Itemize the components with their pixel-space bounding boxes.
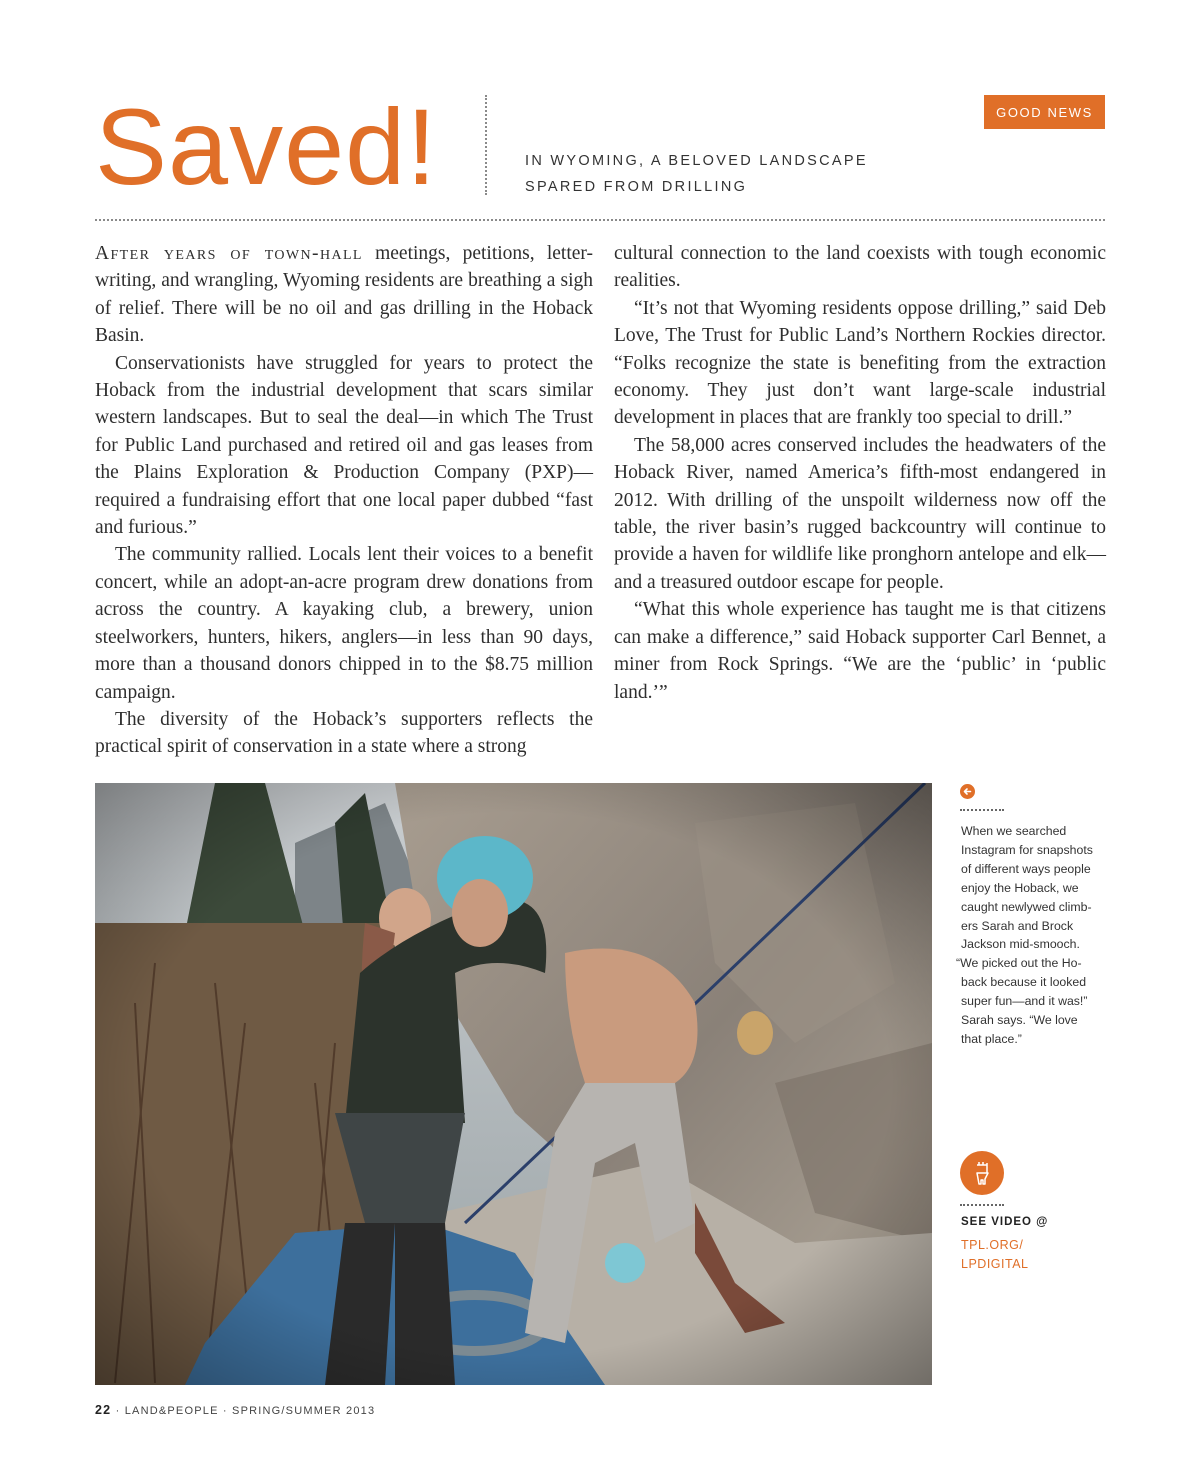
article-paragraph: The 58,000 acres conserved includes the headwaters of the Hoback River, named America’s fifth-most endangered in 2012. With drilling of the unspoilt wilderness now off the table, the river basin’s rugged backcountry will continue to provide a haven for wildlife like pronghorn antelope and elk—and a treasured outdoor escape for people.	[614, 434, 1106, 593]
caption-line: caught newlywed climb-	[961, 899, 1092, 914]
article-paragraph	[95, 240, 593, 350]
caption-line: When we searched	[961, 824, 1067, 838]
footer-separator: ·	[115, 1405, 121, 1417]
see-video-label: SEE VIDEO @	[961, 1216, 1049, 1228]
article-paragraph: “What this whole experience has taught me is that citizens can make a difference,” said Hoback supporter Carl Bennet, a miner from Rock Springs. “We are the ‘public’ in ‘public land.’”	[614, 599, 1106, 703]
header-divider	[95, 219, 1105, 221]
photo-caption	[956, 822, 1103, 1049]
page-number: 22	[95, 1403, 112, 1417]
caption-line: ers Sarah and Brock	[961, 918, 1074, 933]
caption-line: that place.”	[961, 1031, 1022, 1046]
pointing-hand-icon[interactable]	[960, 1151, 1004, 1195]
article-paragraph: Conservationists have struggled for years to protect the Hoback from the industrial development that scars similar western landscapes. But to seal the deal—in which The Trust for Public Land purchased and retired oil and gas leases from the Plains Exploration & Production Company (PXP)—required a fundraising effort that one local paper dubbed “fast and furious.”	[95, 352, 593, 539]
caption-line: “We picked out the Ho-	[956, 956, 1082, 971]
caption-line: of different ways people	[961, 861, 1091, 876]
left-arrow-icon	[960, 784, 975, 799]
article-paragraph: The community rallied. Locals lent their voices to a benefit concert, while an adopt-an-acre program drew donations from across the country. A kayaking club, a brewery, union steelworkers, hunters, hikers, anglers—in less than 90 days, more than a thousand donors chipped in to the $8.75 million campaign.	[95, 544, 593, 703]
subtitle	[525, 148, 868, 200]
video-link-line[interactable]: LPDIGITAL	[961, 1257, 1029, 1271]
caption-divider	[960, 809, 1004, 811]
article-column-left	[95, 240, 593, 761]
pointing-hand-icon-glyph	[960, 1151, 1004, 1195]
article-column-right	[614, 240, 1106, 706]
video-link-line[interactable]: TPL.ORG/	[961, 1238, 1024, 1252]
title-divider	[485, 95, 487, 195]
footer-separator: ·	[222, 1405, 228, 1417]
caption-line: Jackson mid-smooch.	[961, 937, 1080, 952]
paragraph-text: meetings, petitions, letter-writing, and wrangling, Wyoming residents are breathing a sigh of relief. There will be no oil and gas drilling in the Hoback Basin.	[95, 243, 593, 347]
page-footer	[95, 1403, 375, 1417]
caption-line: enjoy the Hoback, we	[961, 880, 1079, 895]
photo-illustration	[95, 783, 932, 1385]
left-arrow-icon-glyph	[960, 784, 975, 799]
issue-label: SPRING/SUMMER 2013	[232, 1405, 376, 1417]
section-badge: GOOD NEWS	[984, 95, 1105, 129]
article-paragraph: cultural connection to the land coexists with tough economic realities.	[614, 243, 1106, 292]
caption-line: Sarah says. “We love	[961, 1013, 1078, 1028]
caption-line: super fun—and it was!”	[961, 994, 1088, 1009]
caption-line: Instagram for snapshots	[961, 842, 1093, 857]
subtitle-line: SPARED FROM DRILLING	[525, 179, 748, 195]
caption-line: back because it looked	[961, 975, 1087, 990]
page-title: Saved!	[95, 86, 438, 207]
article-paragraph: “It’s not that Wyoming residents oppose drilling,” said Deb Love, The Trust for Public Land’s Northern Rockies director. “Folks recognize the state is benefiting from the extraction economy. They just don’t want large-scale industrial development in places that are frankly too special to drill.”	[614, 297, 1106, 429]
publication-name: LAND&PEOPLE	[124, 1405, 219, 1417]
article-paragraph: The diversity of the Hoback’s supporters reflects the practical spirit of conservation in a state where a strong	[95, 708, 593, 758]
video-divider	[960, 1204, 1004, 1206]
climbers-photo	[95, 783, 932, 1385]
video-link[interactable]	[961, 1236, 1028, 1274]
subtitle-line: IN WYOMING, A BELOVED LANDSCAPE	[525, 153, 868, 169]
lead-in: After years of town-hall	[95, 243, 363, 264]
